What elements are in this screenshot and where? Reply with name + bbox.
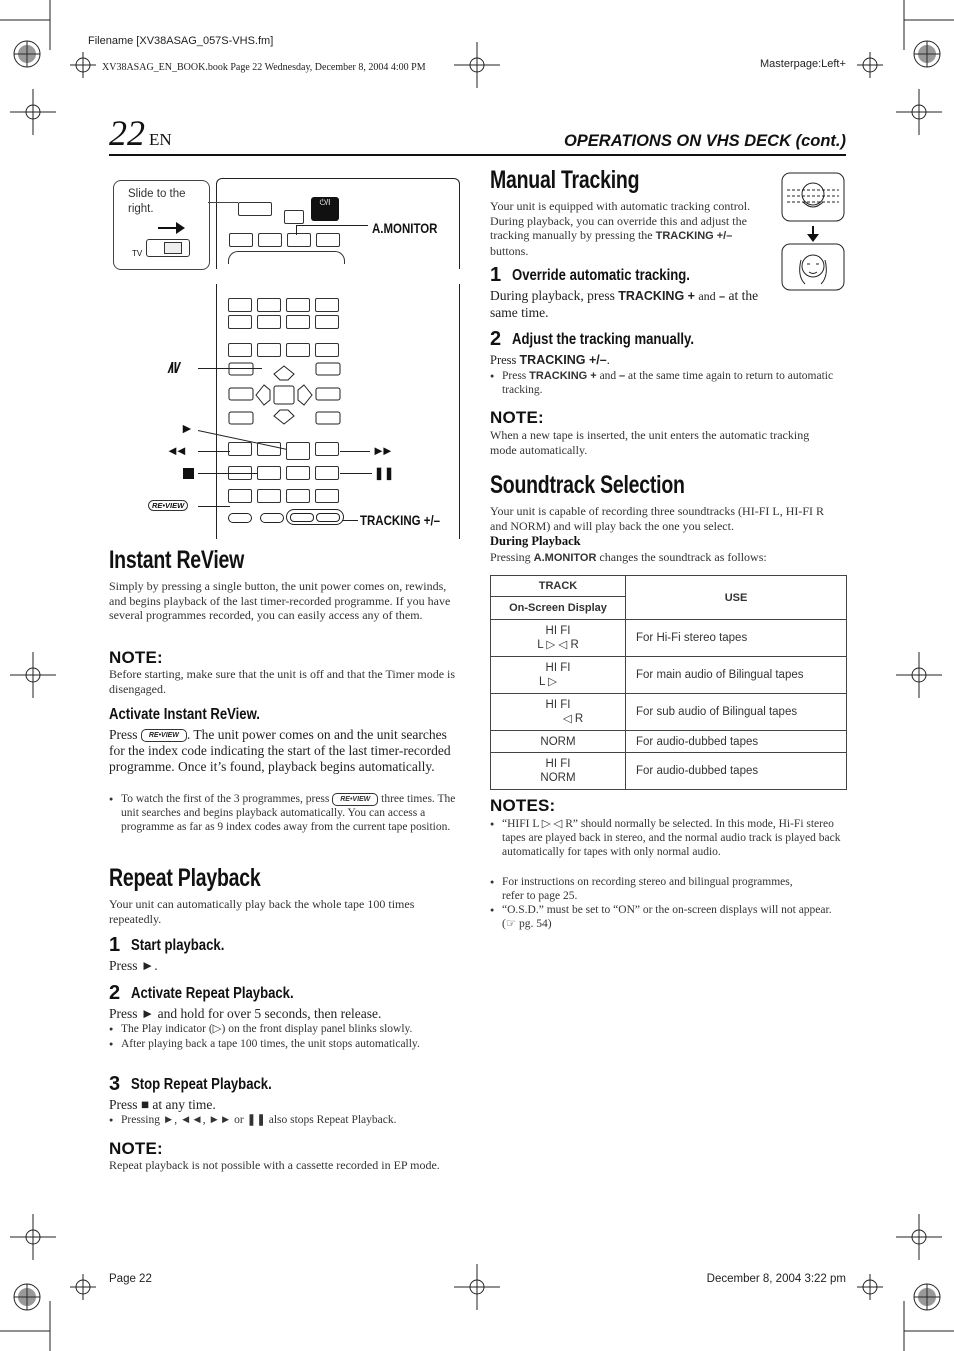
repeat-note: Repeat playback is not possible with a cassette recorded in EP mode. bbox=[109, 1158, 440, 1172]
slide-callout-text: Slide to the right. bbox=[128, 188, 186, 215]
table-row bbox=[491, 753, 847, 790]
tv-switch-knob bbox=[164, 242, 182, 254]
instant-review-note: Before starting, make sure that the unit is off and that the Timer mode is disengaged. bbox=[109, 667, 456, 696]
remote-btn[interactable] bbox=[257, 489, 281, 503]
remote-btn[interactable] bbox=[229, 233, 253, 247]
repeat-title: Repeat Playback bbox=[109, 864, 261, 892]
remote-btn[interactable] bbox=[258, 233, 282, 247]
stop-icon bbox=[183, 468, 194, 479]
mt-note-title: NOTE: bbox=[490, 408, 544, 427]
intro-a: Your unit is equipped with automatic tracking control. During playback, you can override this and adjust the tracking manually by pressing the bbox=[490, 199, 751, 242]
remote-btn[interactable] bbox=[316, 233, 340, 247]
intro-bold: TRACKING +/– bbox=[655, 230, 733, 242]
page-number-value: 22 bbox=[109, 113, 145, 153]
mt-bullet-mid: and bbox=[599, 370, 617, 382]
repeat-step2-bullet2: ● After playing back a tape 100 times, the unit stops automatically. bbox=[109, 1037, 421, 1051]
mt-note: When a new tape is inserted, the unit enters the automatic tracking mode automatically. bbox=[490, 428, 810, 457]
play-icon: ► bbox=[180, 422, 194, 437]
page-number bbox=[109, 115, 172, 158]
remote-btn[interactable] bbox=[286, 343, 310, 357]
soundtrack-pressing bbox=[490, 550, 835, 566]
review-icon: RE•VIEW bbox=[141, 729, 187, 742]
remote-figure bbox=[108, 170, 468, 548]
osd-line1: NORM bbox=[540, 735, 576, 748]
ffwd-icon: ►► bbox=[372, 443, 390, 458]
mt-step2-a: Press bbox=[490, 353, 517, 367]
repeat-step2-title: Activate Repeat Playback. bbox=[131, 985, 294, 1002]
osd-cell bbox=[491, 753, 626, 790]
table-row bbox=[491, 694, 847, 731]
repeat-step1-number: 1 bbox=[109, 934, 121, 956]
tv-label: TV bbox=[132, 249, 143, 258]
osd-line1: HI FI bbox=[545, 758, 571, 770]
pressing-a: Pressing bbox=[490, 550, 531, 564]
remote-btn[interactable] bbox=[228, 298, 252, 312]
a-monitor-label: A.MONITOR bbox=[372, 220, 438, 236]
remote-btn[interactable] bbox=[228, 343, 252, 357]
instant-review-title: Instant ReView bbox=[109, 546, 245, 574]
osd-line2: L ▷ ◁ R bbox=[537, 639, 579, 651]
remote-btn[interactable] bbox=[315, 298, 339, 312]
ffwd-leader bbox=[340, 451, 370, 452]
repeat-step2-number: 2 bbox=[109, 982, 121, 1004]
a-monitor-leader bbox=[296, 225, 368, 226]
section-title: OPERATIONS ON VHS DECK (cont.) bbox=[563, 132, 846, 150]
repeat-step3-body: Press ■ at any time. bbox=[109, 1097, 216, 1112]
mt-step1-body bbox=[490, 288, 775, 321]
osd-cell bbox=[491, 731, 626, 753]
repeat-note-title: NOTE: bbox=[109, 1139, 163, 1158]
pause-icon: ❚❚ bbox=[374, 466, 395, 480]
soundtrack-note1: ● “HIFI L ▷ ◁ R” should normally be selected. In this mode, Hi-Fi stereo tapes are played back in stereo, and the normal audio track is played back automatically for tapes with only normal audio. bbox=[490, 817, 847, 860]
remote-btn[interactable] bbox=[257, 343, 281, 357]
a-monitor-leader-v bbox=[296, 225, 297, 235]
mt-step1-bold1: TRACKING + bbox=[618, 289, 695, 303]
transport-grid bbox=[228, 442, 343, 502]
mt-bullet-a: Press bbox=[502, 370, 527, 382]
instant-review-bullet bbox=[109, 792, 465, 835]
bullet-text-a: To watch the first of the 3 programmes, press bbox=[121, 793, 330, 805]
repeat-step3-bullet: ● Pressing ►, ◄◄, ►► or ❚❚ also stops Repeat Playback. bbox=[109, 1113, 477, 1127]
use-cell: For Hi-Fi stereo tapes bbox=[626, 620, 847, 657]
remote-btn-row bbox=[228, 251, 345, 264]
pause-leader bbox=[340, 473, 372, 474]
manual-tracking-intro bbox=[490, 199, 762, 258]
stop-button[interactable] bbox=[257, 466, 281, 480]
review-leader bbox=[198, 506, 230, 507]
remote-btn[interactable] bbox=[286, 489, 310, 503]
mt-step2-body bbox=[490, 352, 610, 368]
footer-right: December 8, 2004 3:22 pm bbox=[706, 1273, 846, 1285]
callout-connector bbox=[208, 202, 238, 203]
mt-step2-number: 2 bbox=[490, 328, 502, 350]
press-word: Press bbox=[109, 727, 138, 742]
soundtrack-during: During Playback bbox=[490, 534, 581, 548]
footer-left: Page 22 bbox=[109, 1273, 152, 1285]
ffwd-button[interactable] bbox=[315, 442, 339, 456]
remote-slide-switch[interactable] bbox=[238, 202, 272, 216]
table-row bbox=[491, 657, 847, 694]
mt-step1-title: Override automatic tracking. bbox=[512, 267, 690, 284]
osd-line2: ◁ R bbox=[562, 713, 584, 725]
remote-btn[interactable] bbox=[315, 489, 339, 503]
soundtrack-note3: ● “O.S.D.” must be set to “ON” or the on-screen displays will not appear. (☞ pg. 54) bbox=[490, 903, 847, 931]
masterpage-line: Masterpage:Left+ bbox=[760, 58, 846, 70]
mt-step1-number: 1 bbox=[490, 264, 502, 286]
soundtrack-title: Soundtrack Selection bbox=[490, 471, 685, 499]
skip-search-icon: /‖/ bbox=[168, 360, 178, 377]
intro-b: buttons. bbox=[490, 243, 529, 258]
th-osd: On-Screen Display bbox=[491, 597, 626, 620]
mt-step2-b: . bbox=[606, 353, 610, 367]
header-rule bbox=[109, 154, 846, 156]
mt-step1-a: During playback, press bbox=[490, 288, 615, 303]
filename-line: Filename [XV38ASAG_057S-VHS.fm] bbox=[88, 35, 274, 47]
power-symbol: ⏻/I bbox=[319, 198, 331, 207]
step-body-text: . The unit power comes on and the unit searches for the index code indicating the start of the last timer-recorded programme. Once it’s found, playback begins automatically. bbox=[109, 727, 451, 774]
mt-step2-title: Adjust the tracking manually. bbox=[512, 331, 695, 348]
review-icon: RE•VIEW bbox=[332, 793, 378, 806]
remote-btn[interactable] bbox=[228, 315, 252, 329]
bullet-text-b: three times. The unit searches and begins playback automatically. You can access a programme as far as 9 index codes away from the current tape position. bbox=[121, 793, 456, 834]
osd-line2: L ▷ bbox=[538, 676, 557, 688]
tracking-plus-button[interactable] bbox=[290, 513, 314, 522]
soundtrack-notes-title: NOTES: bbox=[490, 796, 556, 815]
osd-line2: NORM bbox=[540, 772, 576, 784]
play-button[interactable] bbox=[286, 442, 310, 460]
pressing-b: changes the soundtrack as follows: bbox=[599, 550, 767, 564]
remote-button-grid bbox=[228, 298, 343, 328]
osd-line1: HI FI bbox=[545, 662, 571, 674]
repeat-step3-title: Stop Repeat Playback. bbox=[131, 1076, 272, 1093]
remote-pill[interactable] bbox=[260, 513, 284, 523]
mt-bullet-bold2: – bbox=[619, 370, 626, 382]
skip-leader bbox=[198, 368, 262, 369]
soundtrack-note2: ● For instructions on recording stereo and bilingual programmes, refer to page 25. bbox=[490, 875, 812, 903]
osd-cell bbox=[491, 620, 626, 657]
remote-btn[interactable] bbox=[315, 343, 339, 357]
use-cell: For sub audio of Bilingual tapes bbox=[626, 694, 847, 731]
remote-btn[interactable] bbox=[315, 315, 339, 329]
instant-review-step-title: Activate Instant ReView. bbox=[109, 706, 260, 723]
pressing-bold: A.MONITOR bbox=[533, 552, 597, 564]
osd-line1: HI FI bbox=[545, 625, 571, 637]
slide-arrow-head bbox=[176, 222, 185, 234]
mt-step2-bullet bbox=[490, 369, 852, 397]
mt-step2-bold: TRACKING +/– bbox=[519, 353, 607, 367]
tracking-screens-icon bbox=[781, 172, 845, 292]
nav-pad[interactable] bbox=[226, 360, 346, 430]
remote-pill[interactable] bbox=[228, 513, 252, 523]
tracking-illustration bbox=[781, 172, 845, 292]
osd-line1: HI FI bbox=[545, 699, 571, 711]
remote-btn[interactable] bbox=[284, 210, 304, 224]
mt-step1-bold2: – bbox=[719, 291, 726, 303]
remote-btn[interactable] bbox=[286, 298, 310, 312]
repeat-step1-title: Start playback. bbox=[131, 937, 225, 954]
instant-review-step-body bbox=[109, 727, 465, 775]
pause-button[interactable] bbox=[315, 466, 339, 480]
mt-step1-mid: and bbox=[698, 289, 716, 303]
use-cell: For audio-dubbed tapes bbox=[626, 753, 847, 790]
repeat-step1-body: Press ►. bbox=[109, 958, 158, 973]
soundtrack-table bbox=[490, 575, 847, 790]
power-button[interactable] bbox=[311, 197, 339, 221]
rewind-button[interactable] bbox=[228, 442, 252, 456]
osd-cell bbox=[491, 657, 626, 694]
manual-tracking-title: Manual Tracking bbox=[490, 166, 640, 194]
stop-leader bbox=[198, 473, 258, 474]
review-icon-label: RE•VIEW bbox=[148, 500, 188, 511]
remote-btn[interactable] bbox=[286, 466, 310, 480]
remote-btn[interactable] bbox=[257, 298, 281, 312]
table-row bbox=[491, 731, 847, 753]
repeat-intro: Your unit can automatically play back the whole tape 100 times repeatedly. bbox=[109, 897, 415, 926]
rewind-leader bbox=[198, 451, 230, 452]
mt-bullet-bold1: TRACKING + bbox=[529, 370, 597, 382]
tracking-minus-button[interactable] bbox=[316, 513, 340, 522]
mt-step1-b: at the same time. bbox=[490, 288, 759, 320]
bottom-row bbox=[228, 513, 343, 525]
a-monitor-button[interactable] bbox=[287, 233, 311, 247]
repeat-step2-bullet1: ● The Play indicator (▷) on the front display panel blinks slowly. bbox=[109, 1022, 477, 1036]
instant-review-intro: Simply by pressing a single button, the unit power comes on, rewinds, and begins playback of the last timer-recorded programme. If you have several programmes recorded, you can easily access any of them. bbox=[109, 579, 451, 622]
remote-btn[interactable] bbox=[257, 315, 281, 329]
osd-cell bbox=[491, 694, 626, 731]
th-use: USE bbox=[626, 576, 847, 620]
slide-callout bbox=[113, 180, 210, 270]
tracking-leader bbox=[342, 520, 358, 521]
mt-bullet-b: at the same time again to return to automatic tracking. bbox=[502, 370, 834, 397]
page-lang: EN bbox=[149, 130, 172, 149]
book-line: XV38ASAG_EN_BOOK.book Page 22 Wednesday, December 8, 2004 4:00 PM bbox=[102, 62, 426, 73]
soundtrack-intro: Your unit is capable of recording three soundtracks (HI-FI L, HI-FI R and NORM) and will play back the one you select. bbox=[490, 504, 825, 533]
repeat-step3-number: 3 bbox=[109, 1073, 121, 1095]
tracking-label: TRACKING +/– bbox=[360, 512, 441, 528]
use-cell: For main audio of Bilingual tapes bbox=[626, 657, 847, 694]
remote-row-3 bbox=[228, 343, 343, 357]
review-button[interactable] bbox=[228, 489, 252, 503]
table-row bbox=[491, 620, 847, 657]
th-track: TRACK bbox=[491, 576, 626, 597]
repeat-step2-body: Press ► and hold for over 5 seconds, then release. bbox=[109, 1006, 382, 1021]
remote-btn[interactable] bbox=[286, 315, 310, 329]
instant-review-note-title: NOTE: bbox=[109, 648, 163, 667]
use-cell: For audio-dubbed tapes bbox=[626, 731, 847, 753]
rewind-icon: ◄◄ bbox=[166, 443, 184, 458]
